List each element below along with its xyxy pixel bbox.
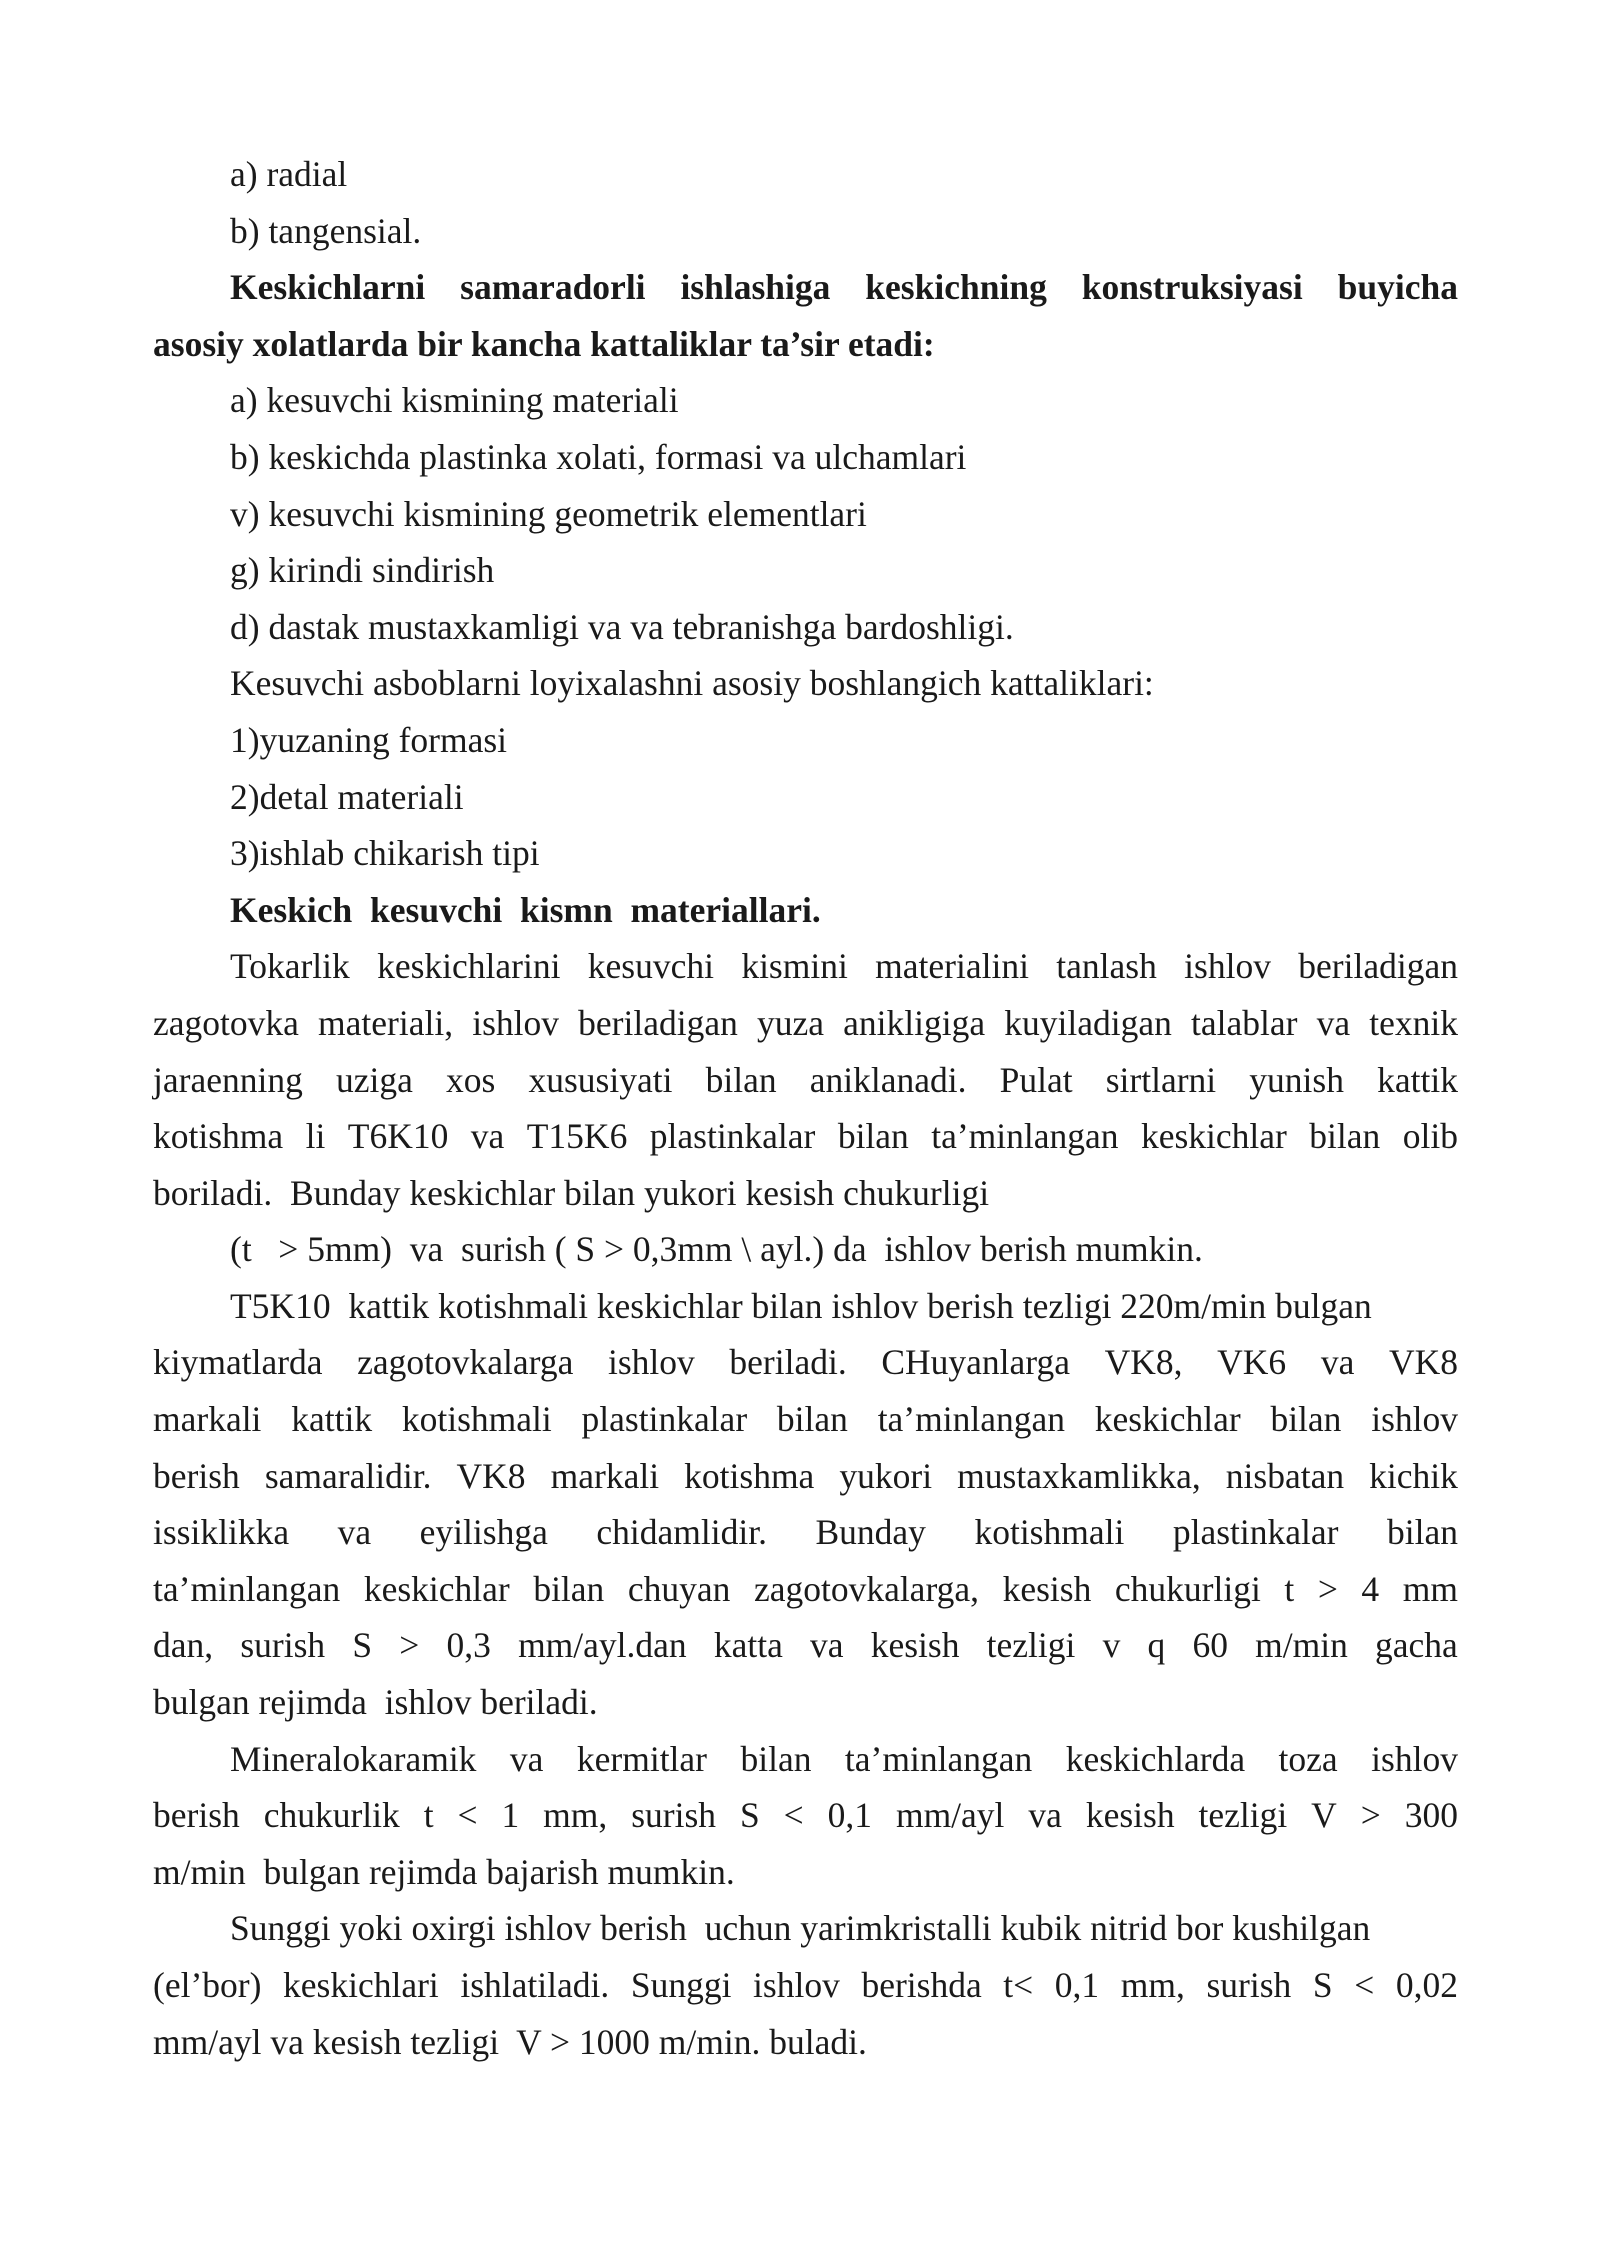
word: S: [352, 1625, 373, 1666]
word: samaradorli: [460, 267, 646, 308]
word: konstruksiyasi: [1081, 267, 1303, 308]
word: VK8,: [1104, 1342, 1183, 1383]
text-line: mm/ayl va kesish tezligi V > 1000 m/min. buladi.: [153, 2021, 867, 2062]
word: >: [1360, 1795, 1381, 1836]
text-line: 3)ishlab chikarish tipi: [230, 833, 540, 874]
word: 0,1: [1054, 1965, 1100, 2005]
word: beriladigan: [1298, 946, 1458, 987]
word: kermitlar: [576, 1738, 707, 1779]
word: plastinkalar: [1172, 1512, 1339, 1553]
word: 0,3: [446, 1625, 491, 1666]
word: T15K6: [526, 1116, 628, 1157]
text-line: [153, 1617, 1458, 1674]
word: <: [457, 1795, 478, 1836]
text-line: (t > 5mm) va surish ( S > 0,3mm \ ayl.) da ishlov berish mumkin.: [230, 1229, 1203, 1270]
word: Sunggi: [630, 1965, 732, 2005]
text-line: b) keskichda plastinka xolati, formasi va ulchamlari: [230, 436, 967, 477]
word: keskichlar: [363, 1568, 510, 1609]
word: sirtlarni: [1105, 1059, 1217, 1100]
word: 1: [501, 1795, 520, 1836]
word: chukurligi: [1114, 1568, 1261, 1609]
word: ishlov: [608, 1342, 695, 1383]
text-line: Kesuvchi asboblarni loyixalashni asosiy boshlangich kattaliklari:: [230, 663, 1154, 704]
word: kesish: [870, 1625, 960, 1666]
text-line: Keskich kesuvchi kismn materiallari.: [230, 889, 821, 930]
word: >: [399, 1625, 420, 1666]
word: zagotovkalarga: [357, 1342, 574, 1383]
word: beriladi.: [729, 1342, 847, 1383]
text-line: [153, 1504, 1458, 1561]
word: t: [423, 1795, 434, 1836]
word: Tokarlik: [230, 946, 350, 987]
word: olib: [1402, 1116, 1458, 1157]
word: chukurlik: [263, 1795, 400, 1836]
text-line: v) kesuvchi kismining geometrik elementlari: [230, 493, 867, 534]
word: nisbatan: [1225, 1455, 1345, 1496]
word: Mineralokaramik: [230, 1738, 477, 1779]
word: keskichlarini: [377, 946, 561, 987]
word: berishda: [861, 1965, 982, 2005]
word: Pulat: [999, 1059, 1073, 1100]
word: bilan: [1270, 1399, 1342, 1440]
word: VK8: [1388, 1342, 1458, 1383]
word: tezligi: [986, 1625, 1076, 1666]
word: surish: [631, 1795, 717, 1836]
word: kattik: [291, 1399, 373, 1440]
word: bilan: [776, 1399, 848, 1440]
word: keskichlari: [283, 1965, 439, 2005]
text-line: [153, 1957, 1458, 2014]
word: katta: [713, 1625, 783, 1666]
word: samaralidir.: [264, 1455, 432, 1496]
word: ishlatiladi.: [460, 1965, 610, 2005]
text-line: [153, 1787, 1458, 1844]
word: yunish: [1249, 1059, 1344, 1100]
text-line: g) kirindi sindirish: [230, 550, 495, 591]
text-line: a) radial: [230, 154, 348, 194]
word: surish: [240, 1625, 326, 1666]
word: chuyan: [627, 1568, 731, 1609]
word: mm/ayl: [895, 1795, 1005, 1836]
text-line: [153, 1448, 1458, 1505]
text-line: d) dastak mustaxkamligi va va tebranishga bardoshligi.: [230, 606, 1014, 647]
word: tanlash: [1056, 946, 1157, 987]
text-line: [153, 1108, 1458, 1165]
word: kesish: [1085, 1795, 1175, 1836]
word: <: [783, 1795, 804, 1836]
word: zagotovka: [153, 1002, 299, 1043]
word: Keskichlarni: [230, 267, 426, 308]
word: markali: [153, 1399, 262, 1440]
word: mm,: [1120, 1965, 1185, 2005]
word: ishlov: [1184, 946, 1271, 987]
text-line: asosiy xolatlarda bir kancha kattaliklar ta’sir etadi:: [153, 323, 935, 364]
text-line: m/min bulgan rejimda bajarish mumkin.: [153, 1851, 735, 1892]
word: CHuyanlarga: [881, 1342, 1070, 1383]
word: <: [1354, 1965, 1375, 2005]
word: va: [337, 1512, 372, 1553]
word: V: [1311, 1795, 1337, 1836]
word: tezligi: [1198, 1795, 1288, 1836]
word: 60: [1192, 1625, 1228, 1666]
word: talablar: [1191, 1002, 1298, 1043]
word: li: [305, 1116, 326, 1157]
document-page: [153, 146, 1458, 2070]
word: yuza: [756, 1002, 824, 1043]
word: t: [1284, 1568, 1295, 1609]
text-line: boriladi. Bunday keskichlar bilan yukori kesish chukurligi: [153, 1172, 990, 1213]
text-line: [153, 1052, 1458, 1109]
text-line: Sunggi yoki oxirgi ishlov berish uchun yarimkristalli kubik nitrid bor kushilgan: [230, 1908, 1371, 1949]
text-line: b) tangensial.: [230, 210, 422, 251]
word: berish: [153, 1455, 240, 1496]
text-line: [153, 938, 1458, 995]
word: materialini: [875, 946, 1029, 987]
word: markali: [550, 1455, 660, 1496]
word: va: [1316, 1002, 1351, 1043]
word: issiklikka: [153, 1512, 290, 1553]
word: VK6: [1217, 1342, 1287, 1383]
word: mustaxkamlikka,: [957, 1455, 1201, 1496]
word: anikligiga: [843, 1002, 986, 1043]
word: ishlov: [1371, 1738, 1458, 1779]
text-line: [153, 1561, 1458, 1618]
word: yukori: [839, 1455, 933, 1496]
word: xususiyati: [528, 1059, 673, 1100]
word: ta’minlangan: [931, 1116, 1119, 1157]
word: ishlov: [1371, 1399, 1458, 1440]
word: 0,1: [827, 1795, 873, 1836]
text-line: a) kesuvchi kismining materiali: [230, 380, 679, 421]
word: ta’minlangan: [153, 1568, 341, 1609]
word: bilan: [1387, 1512, 1458, 1553]
word: kesish: [1002, 1568, 1092, 1609]
text-line: [153, 1731, 1458, 1788]
word: bilan: [837, 1116, 909, 1157]
word: va: [1320, 1342, 1355, 1383]
word: keskichning: [865, 267, 1047, 308]
text-line: T5K10 kattik kotishmali keskichlar bilan ishlov berish tezligi 220m/min bulgan: [230, 1285, 1372, 1326]
word: 0,02: [1395, 1965, 1458, 2005]
word: uziga: [335, 1059, 413, 1100]
word: jaraenning: [153, 1059, 303, 1100]
text-line: 2)detal materiali: [230, 776, 464, 817]
word: chidamlidir.: [596, 1512, 767, 1553]
word: va: [1028, 1795, 1062, 1836]
word: keskichlarda: [1065, 1738, 1246, 1779]
word: texnik: [1369, 1002, 1458, 1043]
word: xos: [446, 1059, 496, 1100]
word: keskichlar: [1140, 1116, 1287, 1157]
word: keskichlar: [1094, 1399, 1241, 1440]
text-line: [153, 1391, 1458, 1448]
word: bilan: [705, 1059, 777, 1100]
word: S: [1312, 1965, 1333, 2005]
word: kotishmali: [401, 1399, 552, 1440]
word: q: [1147, 1625, 1166, 1666]
text-line: [153, 995, 1458, 1052]
word: T6K10: [347, 1116, 449, 1157]
word: 4: [1361, 1568, 1380, 1609]
word: m/min: [1255, 1625, 1348, 1666]
word: zagotovkalarga,: [753, 1568, 980, 1609]
word: kotishma: [684, 1455, 815, 1496]
word: berish: [153, 1795, 240, 1836]
word: ishlov: [753, 1965, 840, 2005]
word: kotishma: [153, 1116, 284, 1157]
word: kotishmali: [974, 1512, 1125, 1553]
word: kichik: [1369, 1455, 1458, 1496]
word: aniklanadi.: [809, 1059, 967, 1100]
word: mm,: [543, 1795, 608, 1836]
word: kismini: [741, 946, 848, 987]
text-line: [153, 259, 1458, 316]
word: toza: [1278, 1738, 1338, 1779]
word: gacha: [1375, 1625, 1458, 1666]
word: va: [509, 1738, 544, 1779]
word: >: [1317, 1568, 1338, 1609]
word: surish: [1206, 1965, 1292, 2005]
word: t<: [1003, 1965, 1034, 2005]
text-line: [153, 1334, 1458, 1391]
word: plastinkalar: [581, 1399, 748, 1440]
word: kiymatlarda: [153, 1342, 323, 1383]
word: dan,: [153, 1625, 214, 1666]
word: Bunday: [815, 1512, 926, 1553]
text-line: bulgan rejimda ishlov beriladi.: [153, 1682, 598, 1723]
word: (el’bor): [153, 1965, 262, 2005]
text-line: 1)yuzaning formasi: [230, 719, 508, 760]
word: plastinkalar: [649, 1116, 816, 1157]
word: kattik: [1377, 1059, 1458, 1100]
word: mm/ayl.dan: [518, 1625, 687, 1666]
word: ishlov: [472, 1002, 560, 1043]
word: buyicha: [1337, 267, 1458, 308]
word: VK8: [456, 1455, 526, 1496]
word: bilan: [533, 1568, 605, 1609]
word: ishlashiga: [680, 267, 831, 308]
word: ta’minlangan: [877, 1399, 1065, 1440]
word: va: [470, 1116, 505, 1157]
word: beriladigan: [578, 1002, 738, 1043]
word: kesuvchi: [587, 946, 714, 987]
word: 300: [1404, 1795, 1458, 1836]
word: mm: [1402, 1568, 1458, 1609]
word: materiali,: [318, 1002, 454, 1043]
word: eyilishga: [419, 1512, 548, 1553]
word: bilan: [1309, 1116, 1381, 1157]
word: v: [1102, 1625, 1121, 1666]
word: bilan: [740, 1738, 812, 1779]
word: kuyiladigan: [1004, 1002, 1172, 1043]
word: va: [810, 1625, 844, 1666]
word: S: [739, 1795, 760, 1836]
word: ta’minlangan: [844, 1738, 1033, 1779]
